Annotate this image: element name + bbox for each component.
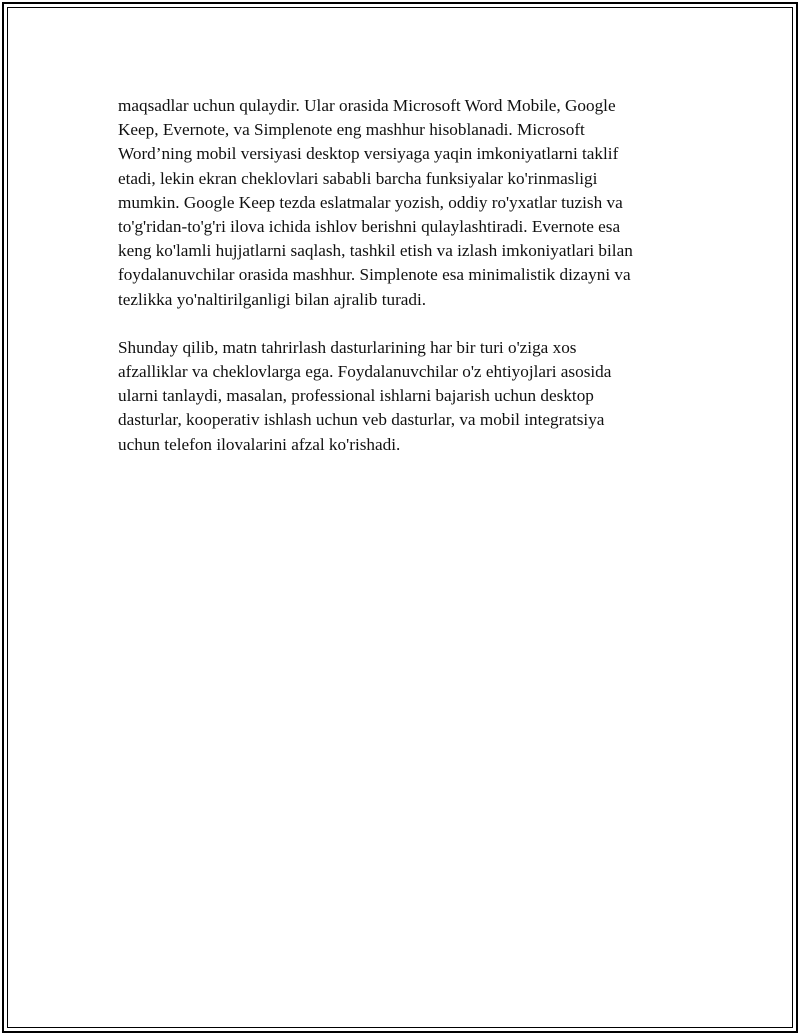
paragraph-conclusion: Shunday qilib, matn tahrirlash dasturlarining har bir turi o'ziga xos afzalliklar va cheklovlarga ega. Foydalanuvchilar o'z ehtiyojlari asosida ularni tanlaydi, masalan, professional ishlarni bajarish uchun desktop dasturlar, kooperativ ishlash uchun veb dasturlar, va mobil integratsiya uchun telefon ilovalarini afzal ko'rishadi. <box>118 337 612 454</box>
document-body <box>118 94 678 481</box>
paragraph-mobile-editors: maqsadlar uchun qulaydir. Ular orasida Microsoft Word Mobile, Google Keep, Evernote, va Simplenote eng mashhur hisoblanadi. Microsoft Word’ning mobil versiyasi desktop versiyaga yaqin imkoniyatlarni taklif etadi, lekin ekran cheklovlari sababli barcha funksiyalar ko'rinmasligi mumkin. Google Keep tezda eslatmalar yozish, oddiy ro'yxatlar tuzish va to'g'ridan-to'g'ri ilova ichida ishlov berishni qulaylashtiradi. Evernote esa keng ko'lamli hujjatlarni saqlash, tashkil etish va izlash imkoniyatlari bilan foydalanuvchilar orasida mashhur. Simplenote esa minimalistik dizayni va tezlikka yo'naltirilganligi bilan ajralib turadi. <box>118 96 633 309</box>
